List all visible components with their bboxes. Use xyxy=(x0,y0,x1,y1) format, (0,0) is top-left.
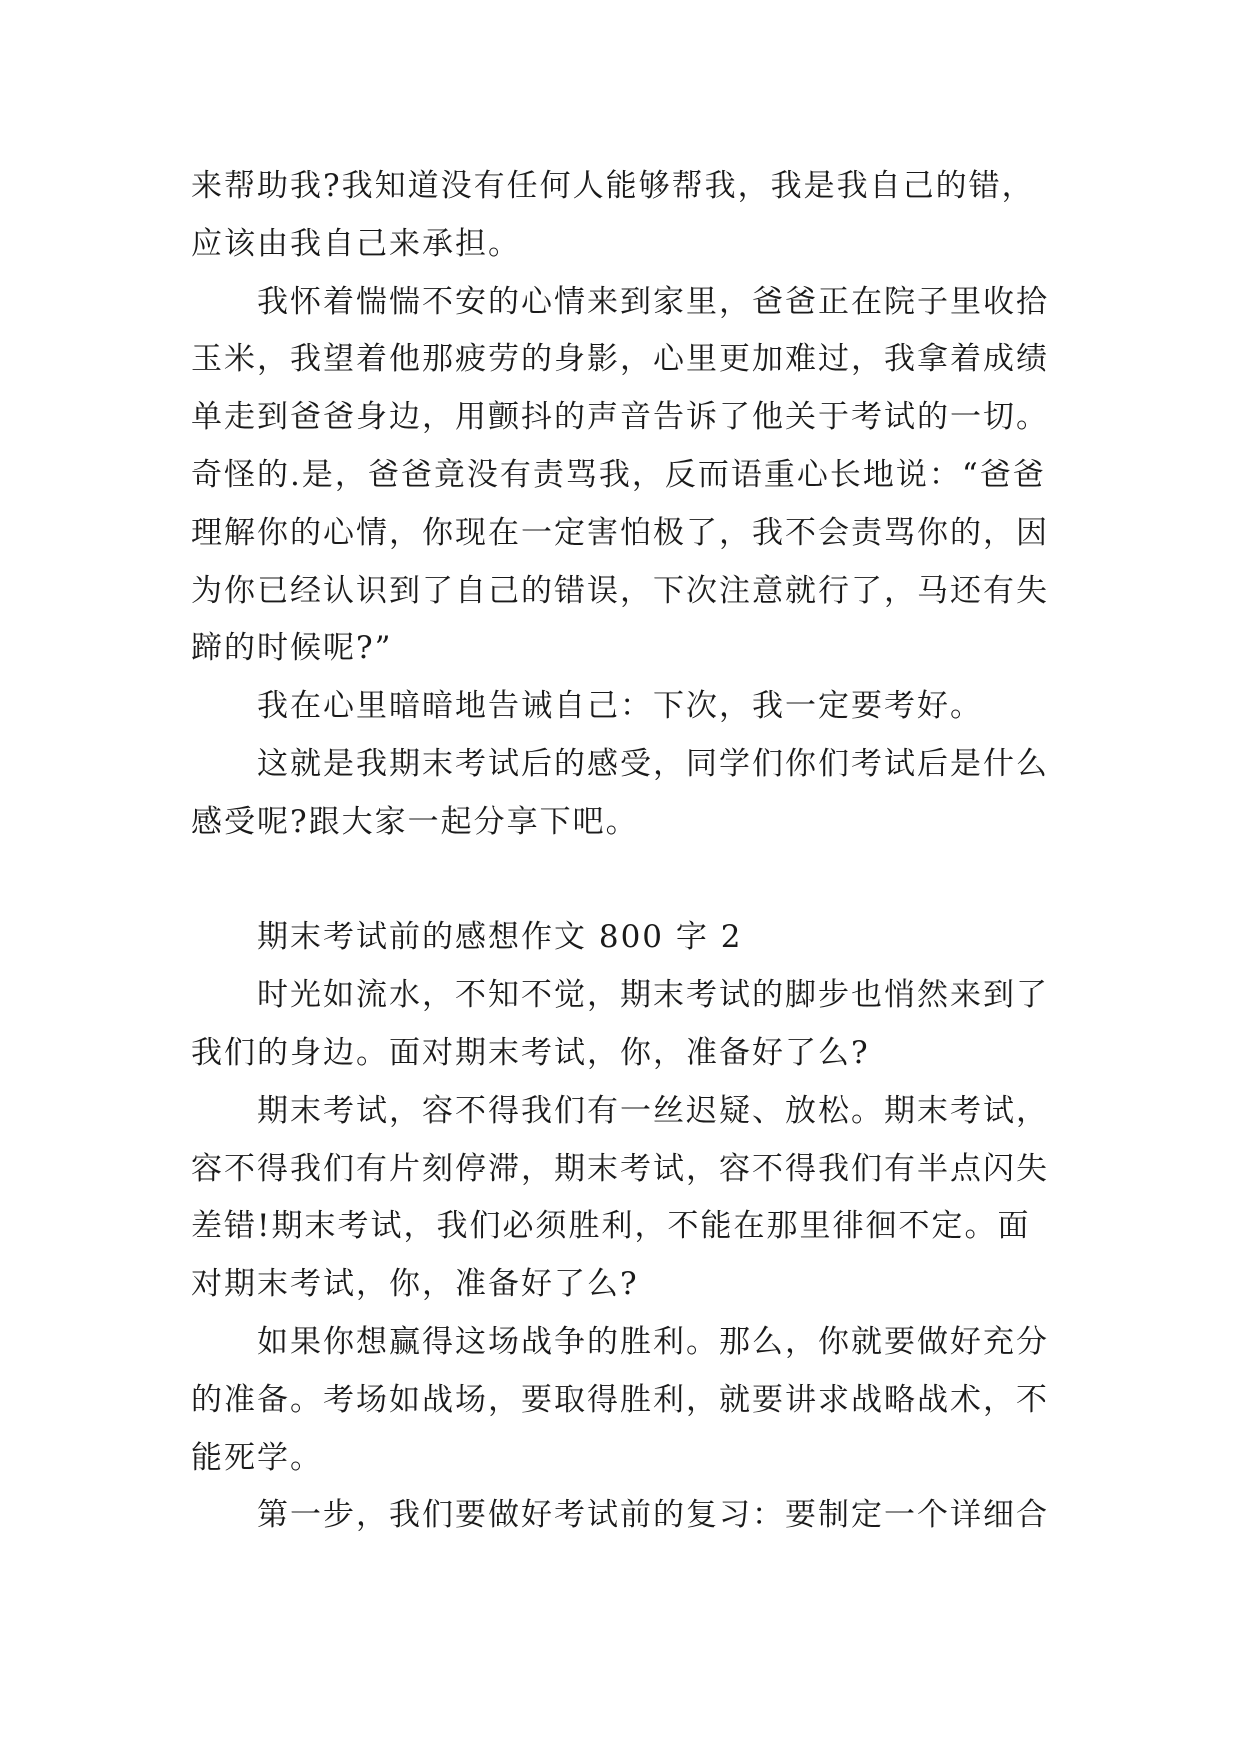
text-line: 为你已经认识到了自己的错误，下次注意就行了，马还有失 xyxy=(191,572,1049,609)
document-page xyxy=(191,158,1071,1545)
text-line: 我在心里暗暗地告诫自己：下次，我一定要考好。 xyxy=(191,688,983,725)
text-line: 奇怪的.是，爸爸竟没有责骂我，反而语重心长地说：“爸爸 xyxy=(191,456,1046,493)
text-line: 应该由我自己来承担。 xyxy=(191,225,521,262)
section-spacer xyxy=(191,852,1071,910)
text-line: 这就是我期末考试后的感受，同学们你们考试后是什么 xyxy=(191,745,1049,782)
text-line: 对期末考试，你，准备好了么? xyxy=(191,1266,639,1303)
text-line: 能死学。 xyxy=(191,1439,323,1476)
text-line: 我怀着惴惴不安的心情来到家里，爸爸正在院子里收拾 xyxy=(191,283,1049,320)
text-line: 感受呢?跟大家一起分享下吧。 xyxy=(191,803,639,840)
section-title: 期末考试前的感想作文 800 字 2 xyxy=(191,919,743,956)
text-line: 单走到爸爸身边，用颤抖的声音告诉了他关于考试的一切。 xyxy=(191,399,1049,436)
text-line: 容不得我们有片刻停滞，期末考试，容不得我们有半点闪失 xyxy=(191,1150,1049,1187)
text-line: 的准备。考场如战场，要取得胜利，就要讲求战略战术，不 xyxy=(191,1381,1049,1418)
text-line: 期末考试，容不得我们有一丝迟疑、放松。期末考试， xyxy=(191,1092,1049,1129)
text-line: 理解你的心情，你现在一定害怕极了，我不会责骂你的，因 xyxy=(191,514,1049,551)
text-line: 第一步，我们要做好考试前的复习：要制定一个详细合 xyxy=(191,1497,1049,1534)
text-line: 蹄的时候呢?” xyxy=(191,630,393,667)
text-line: 差错!期末考试，我们必须胜利，不能在那里徘徊不定。面 xyxy=(191,1208,1031,1245)
text-line: 时光如流水，不知不觉，期末考试的脚步也悄然来到了 xyxy=(191,977,1049,1014)
text-line: 我们的身边。面对期末考试，你，准备好了么? xyxy=(191,1034,870,1071)
text-line: 玉米，我望着他那疲劳的身影，心里更加难过，我拿着成绩 xyxy=(191,341,1049,378)
text-line: 来帮助我?我知道没有任何人能够帮我，我是我自己的错， xyxy=(191,168,1035,204)
text-line: 如果你想赢得这场战争的胜利。那么，你就要做好充分 xyxy=(191,1323,1049,1360)
